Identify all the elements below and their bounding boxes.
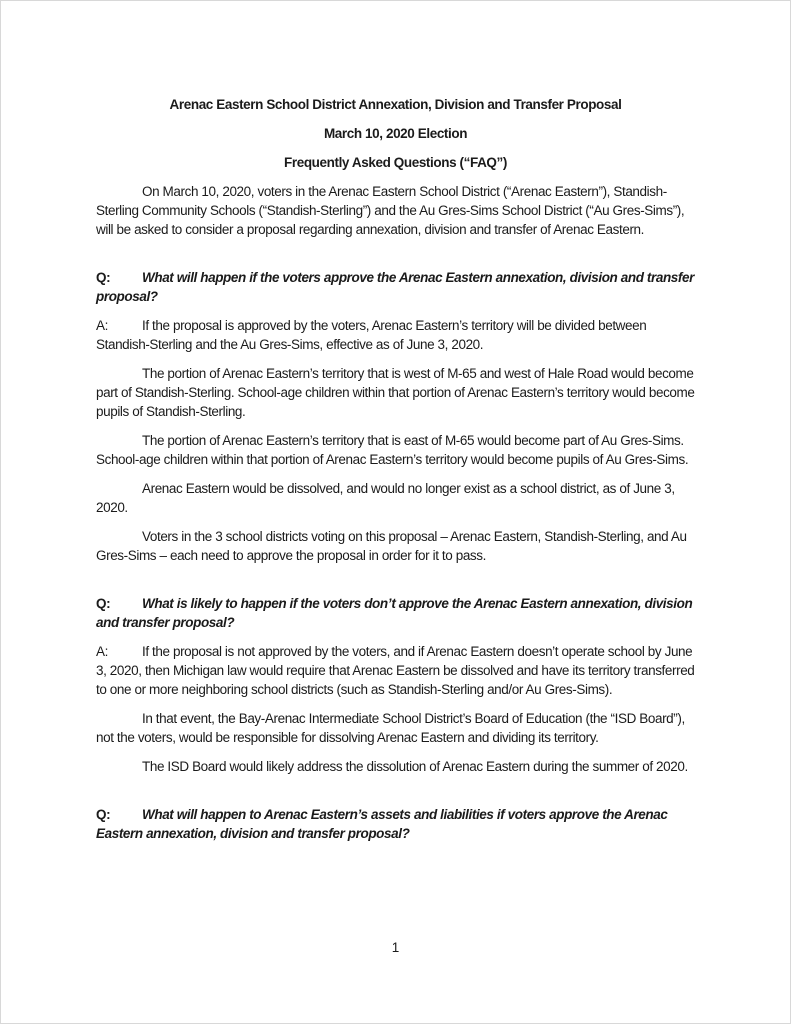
faq1-question-text: What will happen if the voters approve the Arenac Eastern annexation, division and transfer proposal? (96, 270, 694, 304)
faq3-question-text: What will happen to Arenac Eastern’s assets and liabilities if voters approve the Arenac Eastern annexation, division and transfer proposal? (96, 807, 668, 841)
faq1-answer-lead-text: If the proposal is approved by the voters, Arenac Eastern’s territory will be divided between Standish-Sterling and the Au Gres-Sims, effective as of June 3, 2020. (96, 318, 647, 352)
faq-item-3 (96, 805, 695, 843)
faq2-answer-paragraph-2: In that event, the Bay-Arenac Intermediate School District’s Board of Education (the “ISD Board”), not the voters, would be responsible for dissolving Arenac Eastern and dividing its territory. (96, 711, 685, 745)
faq1-a-label: A: (96, 318, 108, 333)
document-title: Arenac Eastern School District Annexation, Division and Transfer Proposal (169, 97, 622, 112)
faq2-question-paragraph (96, 594, 695, 632)
faq1-answer-lead-paragraph (96, 316, 695, 354)
faq1-answer-paragraph-4: Arenac Eastern would be dissolved, and would no longer exist as a school district, as of June 3, 2020. (96, 481, 675, 515)
faq1-question-paragraph (96, 268, 695, 306)
faq2-answer-paragraph-3: The ISD Board would likely address the dissolution of Arenac Eastern during the summer of 2020. (142, 759, 688, 774)
faq-item-1 (96, 268, 695, 565)
faq-item-2 (96, 594, 695, 776)
faq1-answer-paragraph-2: The portion of Arenac Eastern’s territory that is west of M-65 and west of Hale Road would become part of Standish-Sterling. School-age children within that portion of Arenac Eastern’s territory would become pupils of Standish-Sterling. (96, 366, 695, 419)
faq2-a-label: A: (96, 644, 108, 659)
election-date-heading: March 10, 2020 Election (323, 126, 468, 141)
faq2-question-text: What is likely to happen if the voters don’t approve the Arenac Eastern annexation, division and transfer proposal? (96, 596, 693, 630)
intro-paragraph: On March 10, 2020, voters in the Arenac Eastern School District (“Arenac Eastern”), Standish-Sterling Community Schools (“Standish-Sterling”) and the Au Gres-Sims School District (“Au Gres-Sims”), will be asked to consider a proposal regarding annexation, division and transfer of Arenac Eastern. (96, 184, 685, 237)
faq-heading: Frequently Asked Questions (“FAQ”) (284, 155, 507, 170)
faq1-q-label: Q: (96, 270, 111, 285)
faq2-q-label: Q: (96, 596, 111, 611)
faq1-answer-paragraph-5: Voters in the 3 school districts voting on this proposal – Arenac Eastern, Standish-Sterling, and Au Gres-Sims – each need to approve the proposal in order for it to pass. (96, 529, 687, 563)
page-number: 1 (391, 940, 400, 955)
faq3-q-label: Q: (96, 807, 111, 822)
faq3-question-paragraph (96, 805, 695, 843)
faq2-answer-lead-paragraph (96, 642, 695, 699)
faq2-answer-lead-text: If the proposal is not approved by the voters, and if Arenac Eastern doesn’t operate school by June 3, 2020, then Michigan law would require that Arenac Eastern be dissolved and have its territory transferred to one or more neighboring school districts (such as Standish-Sterling and/or Au Gres-Sims). (96, 644, 695, 697)
faq1-answer-paragraph-3: The portion of Arenac Eastern’s territory that is east of M-65 would become part of Au Gres-Sims. School-age children within that portion of Arenac Eastern’s territory would become pupils of Au Gres-Sims. (96, 433, 689, 467)
